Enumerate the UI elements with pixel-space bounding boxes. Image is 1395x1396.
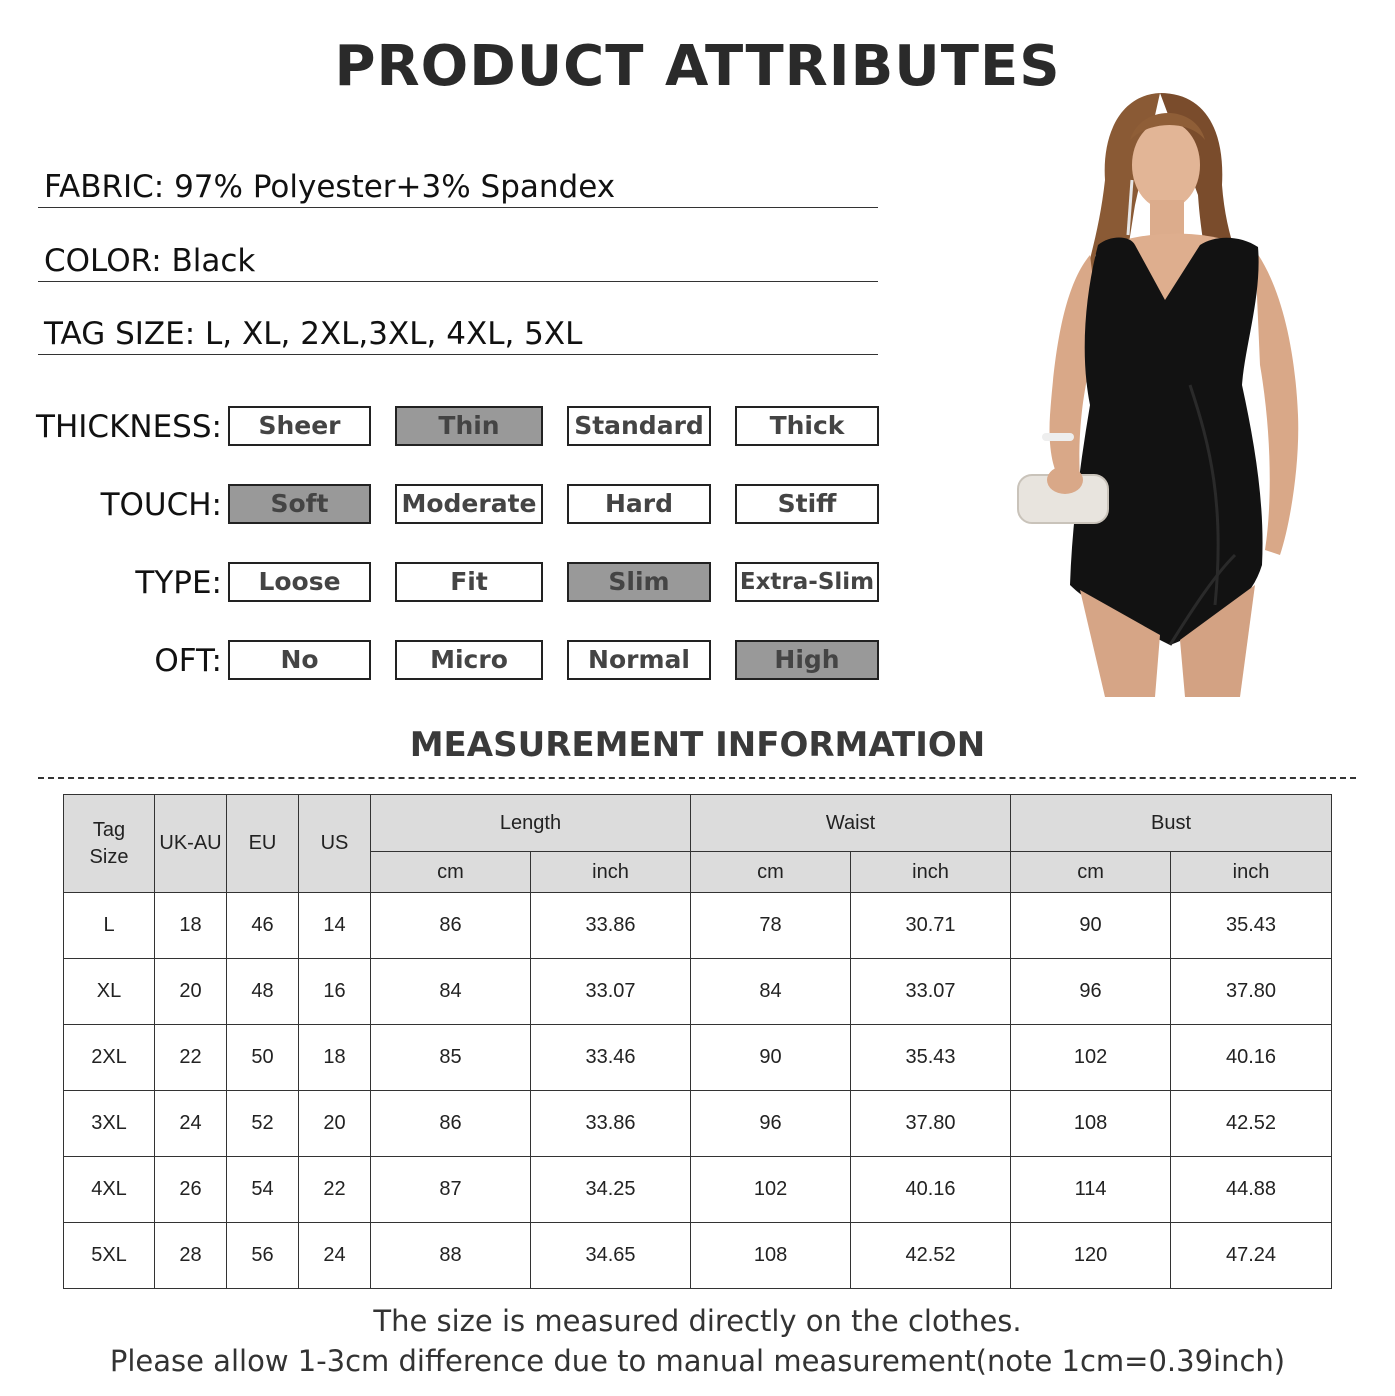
table-cell: 84 <box>691 959 851 1025</box>
table-cell: 108 <box>1011 1091 1171 1157</box>
thickness-option-thin: Thin <box>395 406 543 446</box>
table-row <box>64 1091 1332 1157</box>
header-waist-inch: inch <box>851 852 1011 893</box>
type-option-slim: Slim <box>567 562 711 602</box>
table-cell: 35.43 <box>851 1025 1011 1091</box>
table-cell: 34.25 <box>531 1157 691 1223</box>
table-cell: 78 <box>691 893 851 959</box>
table-cell: 24 <box>155 1091 227 1157</box>
table-cell: 40.16 <box>1171 1025 1332 1091</box>
table-cell: 108 <box>691 1223 851 1289</box>
table-cell: 28 <box>155 1223 227 1289</box>
type-option-fit: Fit <box>395 562 543 602</box>
oft-option-high: High <box>735 640 879 680</box>
header-length-inch: inch <box>531 852 691 893</box>
table-cell: 30.71 <box>851 893 1011 959</box>
touch-option-moderate: Moderate <box>395 484 543 524</box>
tag-size-attribute <box>38 310 878 355</box>
table-row <box>64 959 1332 1025</box>
tag-size-text: TAG SIZE: L, XL, 2XL,3XL, 4XL, 5XL <box>44 316 583 352</box>
table-row <box>64 1223 1332 1289</box>
table-cell: 44.88 <box>1171 1157 1332 1223</box>
header-length: Length <box>371 795 691 852</box>
table-cell: 96 <box>691 1091 851 1157</box>
table-cell: 54 <box>227 1157 299 1223</box>
thickness-label: THICKNESS: <box>36 409 222 445</box>
table-cell: 33.07 <box>531 959 691 1025</box>
table-cell: 88 <box>371 1223 531 1289</box>
table-row <box>64 893 1332 959</box>
table-cell: 18 <box>299 1025 371 1091</box>
table-cell: 2XL <box>64 1025 155 1091</box>
table-cell: 35.43 <box>1171 893 1332 959</box>
header-waist-cm: cm <box>691 852 851 893</box>
table-cell: 22 <box>299 1157 371 1223</box>
measurement-title: MEASUREMENT INFORMATION <box>409 725 986 765</box>
table-cell: 26 <box>155 1157 227 1223</box>
table-row <box>64 1157 1332 1223</box>
header-uk-au: UK-AU <box>155 795 227 893</box>
thickness-option-standard: Standard <box>567 406 711 446</box>
measurement-note-2: Please allow 1-3cm difference due to manual measurement(note 1cm=0.39inch) <box>109 1344 1286 1378</box>
header-bust-cm: cm <box>1011 852 1171 893</box>
header-bust: Bust <box>1011 795 1332 852</box>
table-cell: 120 <box>1011 1223 1171 1289</box>
table-cell: 86 <box>371 893 531 959</box>
header-tag-size: Tag Size <box>64 795 155 893</box>
header-us: US <box>299 795 371 893</box>
table-cell: 33.86 <box>531 1091 691 1157</box>
touch-option-stiff: Stiff <box>735 484 879 524</box>
table-cell: 3XL <box>64 1091 155 1157</box>
table-cell: 102 <box>691 1157 851 1223</box>
table-cell: 18 <box>155 893 227 959</box>
table-cell: 33.07 <box>851 959 1011 1025</box>
table-row <box>64 1025 1332 1091</box>
oft-option-normal: Normal <box>567 640 711 680</box>
table-cell: 20 <box>299 1091 371 1157</box>
table-cell: 96 <box>1011 959 1171 1025</box>
table-cell: 48 <box>227 959 299 1025</box>
color-text: COLOR: Black <box>44 243 256 279</box>
table-cell: 4XL <box>64 1157 155 1223</box>
table-cell: 47.24 <box>1171 1223 1332 1289</box>
color-attribute <box>38 237 878 282</box>
oft-label: OFT: <box>154 643 222 679</box>
table-cell: 46 <box>227 893 299 959</box>
table-cell: 33.46 <box>531 1025 691 1091</box>
header-eu: EU <box>227 795 299 893</box>
table-cell: 20 <box>155 959 227 1025</box>
table-cell: 24 <box>299 1223 371 1289</box>
table-cell: 37.80 <box>851 1091 1011 1157</box>
thickness-option-sheer: Sheer <box>228 406 371 446</box>
table-cell: 16 <box>299 959 371 1025</box>
table-cell: 87 <box>371 1157 531 1223</box>
table-cell: 114 <box>1011 1157 1171 1223</box>
page-title: PRODUCT ATTRIBUTES <box>334 34 1061 99</box>
table-cell: 52 <box>227 1091 299 1157</box>
dashed-divider <box>38 777 1356 779</box>
type-option-loose: Loose <box>228 562 371 602</box>
fabric-attribute <box>38 163 878 208</box>
fabric-text: FABRIC: 97% Polyester+3% Spandex <box>44 169 616 205</box>
touch-option-soft: Soft <box>228 484 371 524</box>
table-cell: 50 <box>227 1025 299 1091</box>
product-model-photo <box>1010 85 1340 697</box>
measurement-table <box>63 794 1332 1289</box>
table-cell: 34.65 <box>531 1223 691 1289</box>
table-cell: 84 <box>371 959 531 1025</box>
type-label: TYPE: <box>135 565 222 601</box>
table-cell: L <box>64 893 155 959</box>
table-cell: 90 <box>691 1025 851 1091</box>
table-cell: 42.52 <box>1171 1091 1332 1157</box>
thickness-option-thick: Thick <box>735 406 879 446</box>
table-cell: 90 <box>1011 893 1171 959</box>
table-cell: 33.86 <box>531 893 691 959</box>
table-cell: 56 <box>227 1223 299 1289</box>
measurement-note-1: The size is measured directly on the clothes. <box>373 1304 1022 1338</box>
table-cell: 5XL <box>64 1223 155 1289</box>
oft-option-micro: Micro <box>395 640 543 680</box>
table-header-row <box>64 795 1332 852</box>
touch-label: TOUCH: <box>100 487 222 523</box>
header-length-cm: cm <box>371 852 531 893</box>
header-bust-inch: inch <box>1171 852 1332 893</box>
oft-option-no: No <box>228 640 371 680</box>
header-waist: Waist <box>691 795 1011 852</box>
table-cell: XL <box>64 959 155 1025</box>
table-cell: 14 <box>299 893 371 959</box>
touch-option-hard: Hard <box>567 484 711 524</box>
table-cell: 37.80 <box>1171 959 1332 1025</box>
table-cell: 40.16 <box>851 1157 1011 1223</box>
table-cell: 102 <box>1011 1025 1171 1091</box>
type-option-extra-slim: Extra-Slim <box>735 562 879 602</box>
table-cell: 86 <box>371 1091 531 1157</box>
table-cell: 22 <box>155 1025 227 1091</box>
table-cell: 42.52 <box>851 1223 1011 1289</box>
table-cell: 85 <box>371 1025 531 1091</box>
